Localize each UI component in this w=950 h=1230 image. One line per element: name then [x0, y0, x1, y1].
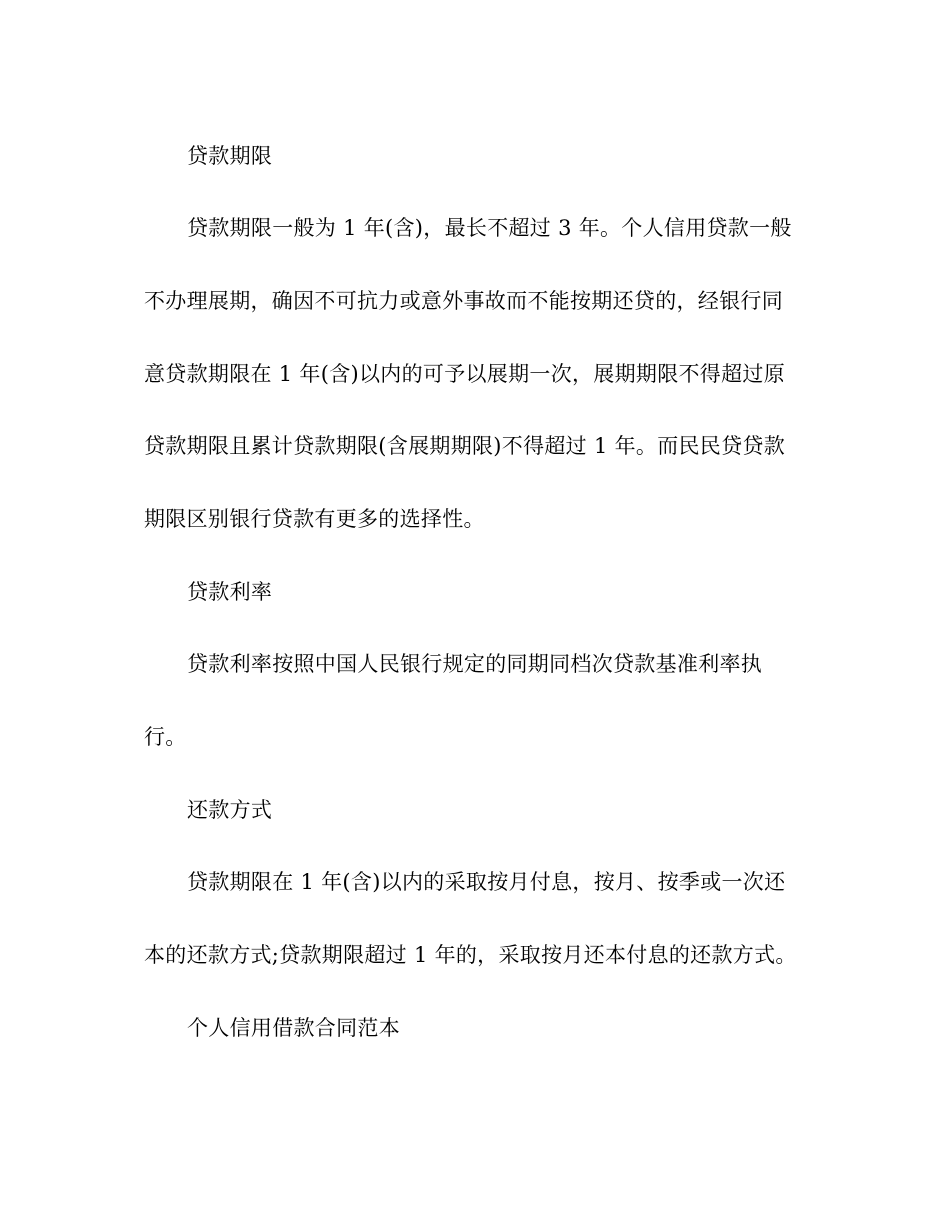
section-heading-repayment-method: 还款方式 [187, 798, 273, 822]
section-heading-interest-rate: 贷款利率 [187, 580, 273, 604]
paragraph-line: 期限区别银行贷款有更多的选择性。 [144, 507, 485, 531]
paragraph-line: 意贷款期限在 1 年(含)以内的可予以展期一次，展期期限不得超过原 [144, 362, 785, 386]
section-heading-loan-term: 贷款期限 [187, 144, 273, 168]
paragraph-line: 行。 [144, 725, 187, 749]
paragraph-line: 贷款期限且累计贷款期限(含展期期限)不得超过 1 年。而民民贷贷款 [144, 434, 785, 458]
paragraph-line: 不办理展期，确因不可抗力或意外事故而不能按期还贷的，经银行同 [144, 289, 783, 313]
section-heading-contract-template: 个人信用借款合同范本 [187, 1016, 400, 1040]
paragraph-line: 贷款期限在 1 年(含)以内的采取按月付息，按月、按季或一次还 [187, 870, 786, 894]
paragraph-line: 贷款利率按照中国人民银行规定的同期同档次贷款基准利率执 [187, 652, 763, 676]
paragraph-line: 贷款期限一般为 1 年(含)，最长不超过 3 年。个人信用贷款一般 [187, 216, 792, 240]
paragraph-line: 本的还款方式;贷款期限超过 1 年的，采取按月还本付息的还款方式。 [144, 943, 797, 967]
